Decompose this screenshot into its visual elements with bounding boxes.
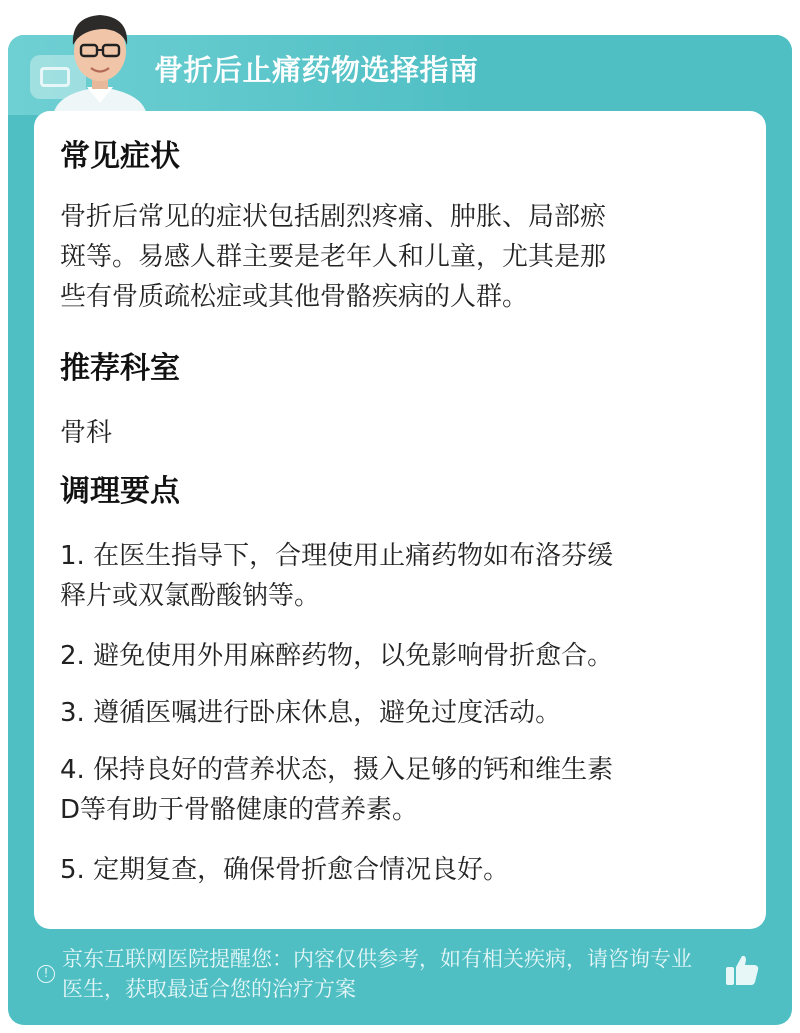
care-item xyxy=(60,693,730,733)
page-title: 骨折后止痛药物选择指南 xyxy=(154,53,479,87)
care-item xyxy=(60,750,730,830)
section-symptoms xyxy=(60,137,730,317)
care-item-number: 5. xyxy=(60,855,85,885)
care-item-text: 避免使用外用麻醉药物，以免影响骨折愈合。 xyxy=(93,641,614,671)
care-item-number: 1. xyxy=(60,541,85,571)
doctor-avatar xyxy=(45,5,155,117)
department-text: 骨科 xyxy=(60,418,113,448)
care-item-text: 释片或双氯酚酸钠等。 xyxy=(60,581,321,611)
care-item xyxy=(60,850,730,890)
care-item-number: 3. xyxy=(60,698,85,728)
department-heading: 推荐科室 xyxy=(60,351,180,386)
care-heading: 调理要点 xyxy=(60,474,180,509)
symptoms-line: 些有骨质疏松症或其他骨骼疾病的人群。 xyxy=(60,282,529,312)
info-icon: ! xyxy=(37,965,55,983)
care-item xyxy=(60,636,730,676)
care-item-number: 2. xyxy=(60,641,85,671)
care-item xyxy=(60,536,730,616)
disclaimer-line: 医生，获取最适合您的治疗方案 xyxy=(62,977,356,1001)
section-department xyxy=(60,349,730,453)
disclaimer-line: 京东互联网医院提醒您：内容仅供参考，如有相关疾病，请咨询专业 xyxy=(62,947,692,971)
care-item-text: 遵循医嘱进行卧床休息，避免过度活动。 xyxy=(93,698,562,728)
care-item-number: 4. xyxy=(60,755,85,785)
care-item-text: 定期复查，确保骨折愈合情况良好。 xyxy=(93,855,510,885)
section-care xyxy=(60,472,730,512)
thumbs-up-icon[interactable] xyxy=(724,952,760,988)
care-item-text: 保持良好的营养状态，摄入足够的钙和维生素 xyxy=(93,755,614,785)
symptoms-heading: 常见症状 xyxy=(60,139,180,174)
symptoms-line: 骨折后常见的症状包括剧烈疼痛、肿胀、局部瘀 xyxy=(60,202,607,232)
care-item-text: D等有助于骨骼健康的营养素。 xyxy=(60,795,419,825)
care-item-text: 在医生指导下，合理使用止痛药物如布洛芬缓 xyxy=(93,541,614,571)
symptoms-line: 斑等。易感人群主要是老年人和儿童，尤其是那 xyxy=(60,242,607,272)
disclaimer xyxy=(62,944,730,1004)
